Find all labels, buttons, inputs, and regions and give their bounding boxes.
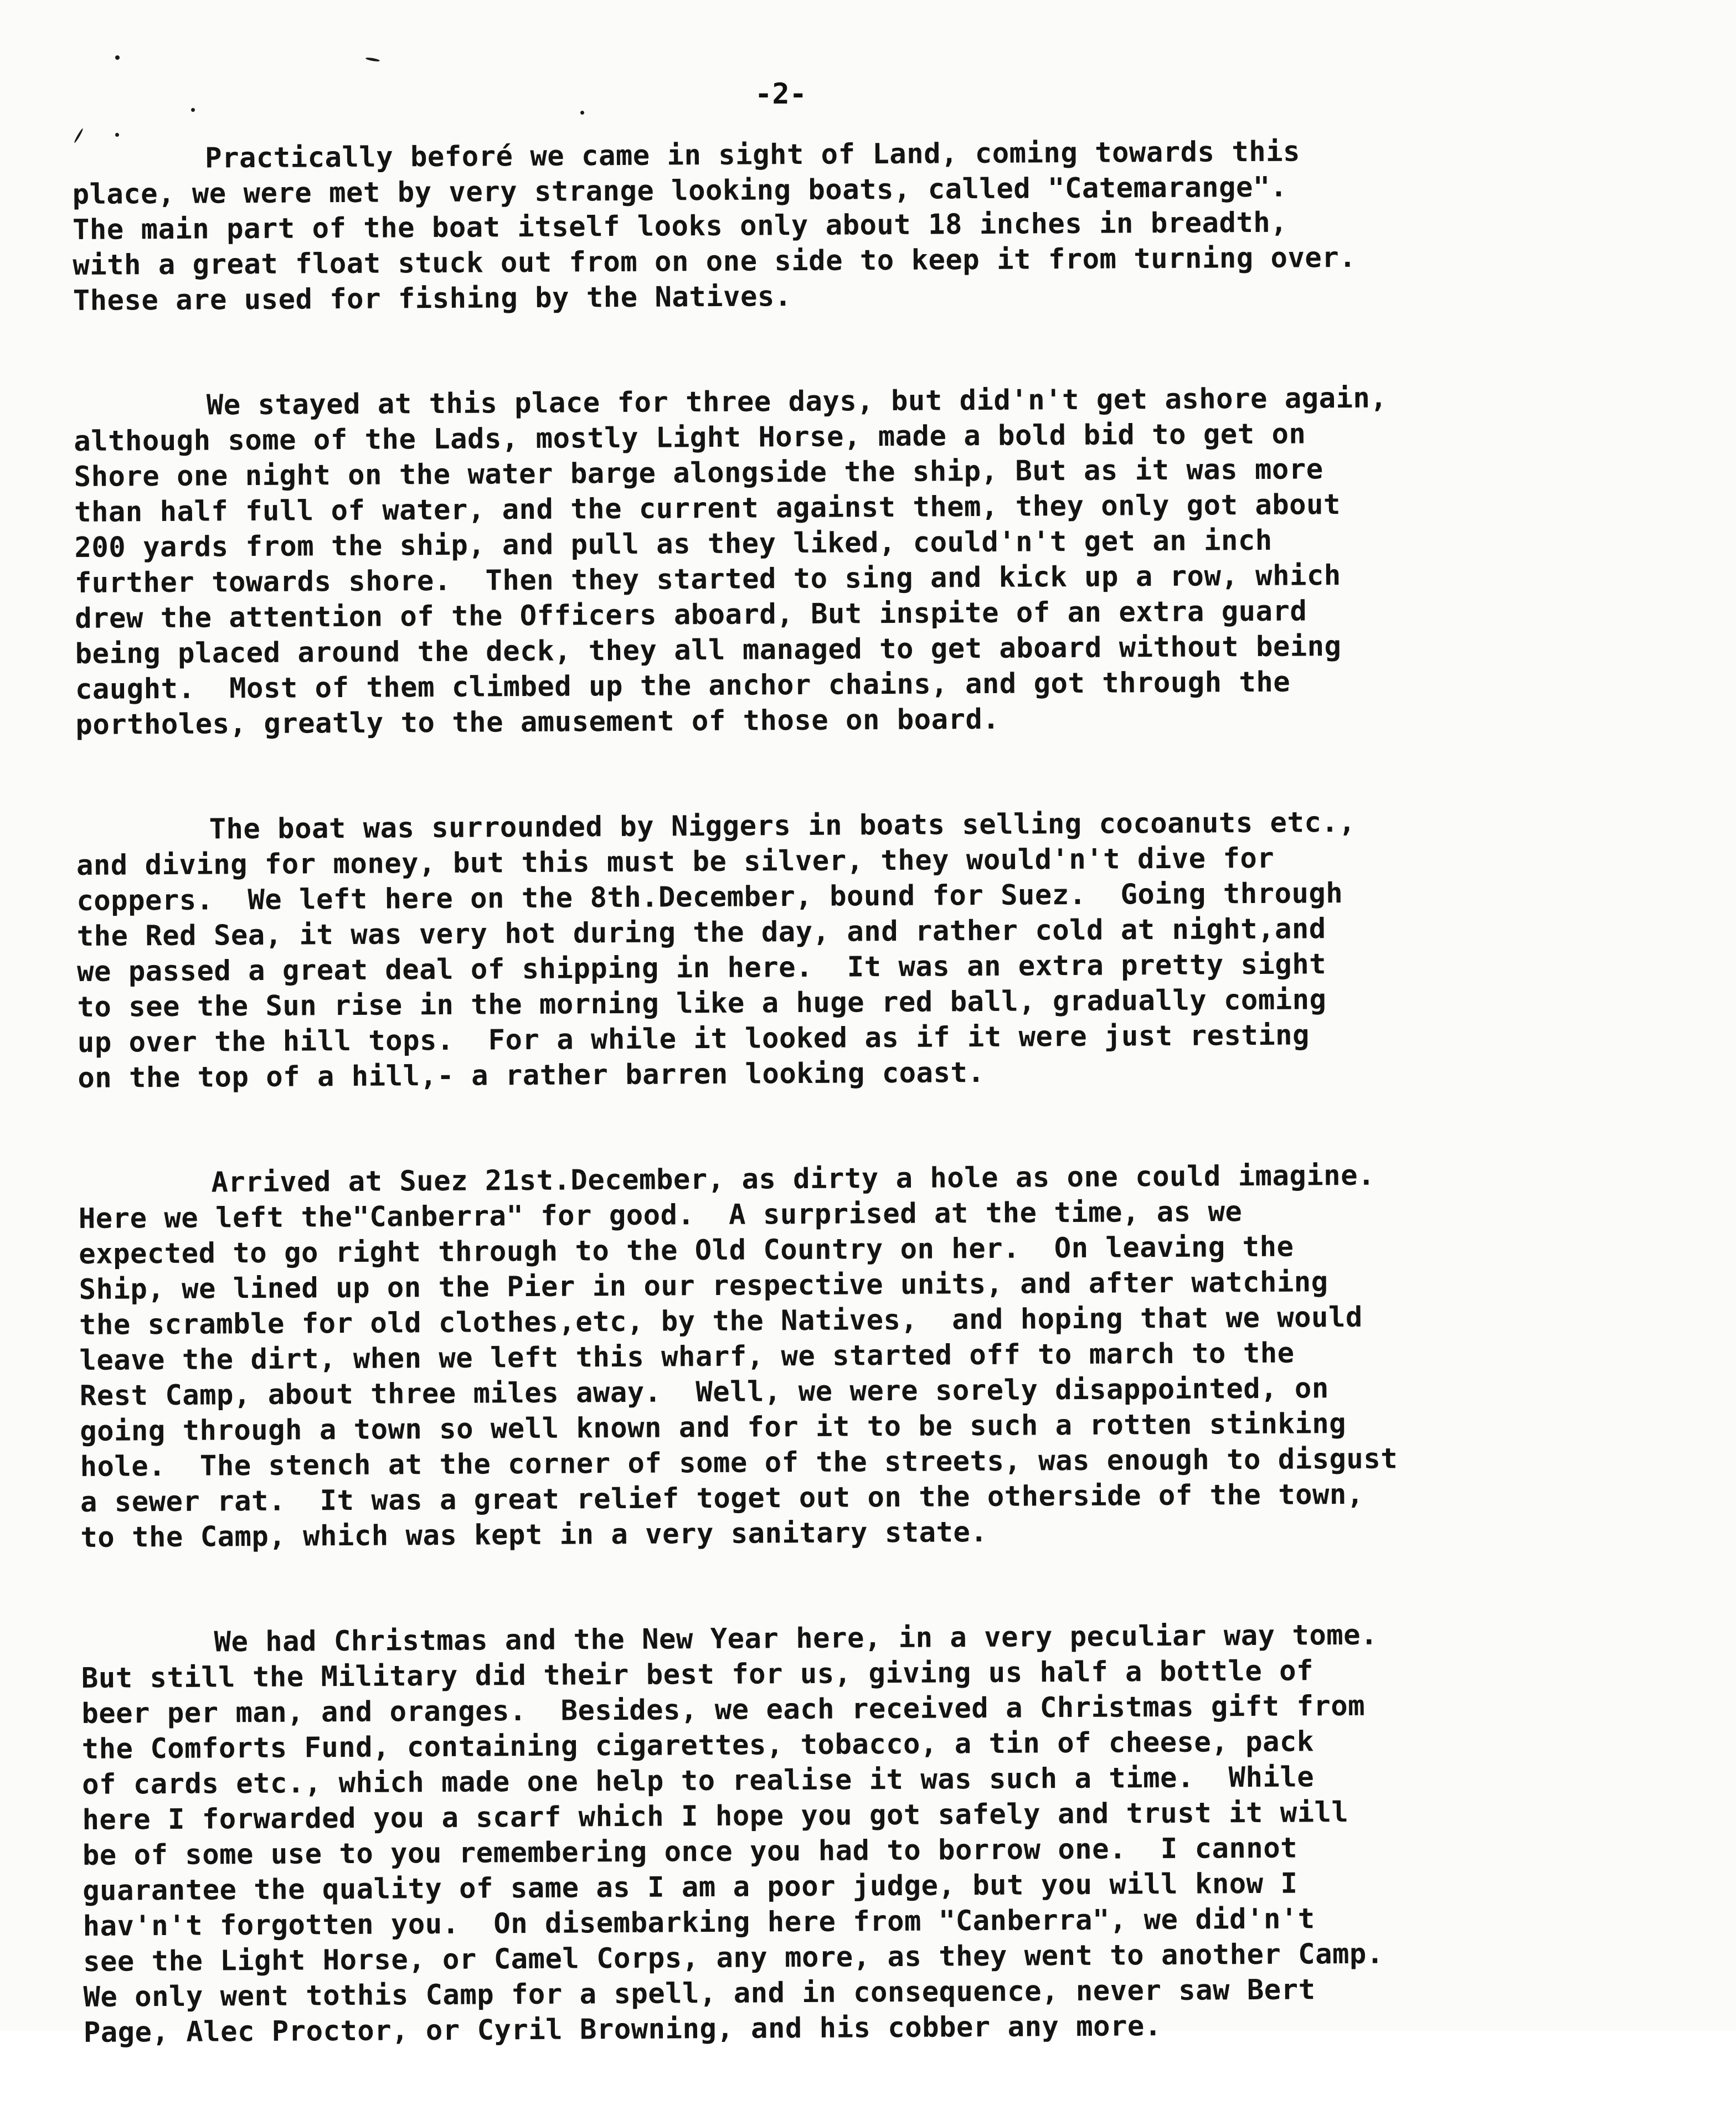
- text-line: a sewer rat. It was a great relief toget out on the otherside of the town,: [80, 1477, 1364, 1518]
- text-line: the Comforts Fund, containing cigarettes, tobacco, a tin of cheese, pack: [81, 1725, 1314, 1765]
- paragraph-catamarans: [72, 131, 1668, 318]
- ink-speck: [365, 57, 380, 62]
- text-line: on the top of a hill,- a rather barren looking coast.: [78, 1055, 985, 1094]
- text-line: going through a town so well known and for it to be such a rotten stinking: [80, 1406, 1347, 1447]
- text-line: Practically beforé we came in sight of Land, coming towards this: [205, 135, 1301, 174]
- text-line: We only went tothis Camp for a spell, and in consequence, never saw Bert: [83, 1973, 1316, 2013]
- text-line: place, we were met by very strange looking boats, called "Catemarange".: [72, 170, 1287, 210]
- text-line: portholes, greatly to the amusement of those on board.: [75, 702, 1000, 741]
- text-line: drew the attention of the Officers aboard, But inspite of an extra guard: [75, 594, 1307, 635]
- text-line: to the Camp, which was kept in a very sanitary state.: [80, 1515, 988, 1554]
- text-line: Here we left the"Canberra" for good. A surprised at the time, as we: [78, 1195, 1243, 1235]
- text-line: guarantee the quality of same as I am a poor judge, but you will know I: [83, 1866, 1298, 1907]
- text-line: of cards etc., which made one help to realise it was such a time. While: [81, 1760, 1315, 1801]
- paragraph-christmas: [81, 1615, 1678, 2050]
- text-line: These are used for fishing by the Natives.: [73, 280, 792, 317]
- text-line: with a great float stuck out from on one side to keep it from turning over.: [73, 240, 1357, 281]
- text-line: be of some use to you remembering once you had to borrow one. I cannot: [82, 1831, 1298, 1871]
- text-line: We had Christmas and the New Year here, in a very peculiar way tome.: [214, 1618, 1378, 1658]
- text-line: further towards shore. Then they started to sing and kick up a row, which: [74, 559, 1341, 599]
- text-line: beer per man, and oranges. Besides, we each received a Christmas gift from: [81, 1689, 1366, 1730]
- text-line: here I forwarded you a scarf which I hope you got safely and trust it will: [82, 1795, 1349, 1836]
- text-line: expected to go right through to the Old Country on her. On leaving the: [79, 1230, 1294, 1270]
- text-line: although some of the Lads, mostly Light Horse, made a bold bid to get on: [74, 417, 1306, 457]
- text-line: leave the dirt, when we left this wharf, we started off to march to the: [79, 1336, 1295, 1376]
- text-line: the scramble for old clothes,etc, by the Natives, and hoping that we would: [79, 1300, 1363, 1341]
- text-line: and diving for money, but this must be silver, they would'n't dive for: [76, 841, 1275, 881]
- text-line: The boat was surrounded by Niggers in boats selling cocoanuts etc.,: [209, 805, 1356, 845]
- paragraph-water-barge: [74, 378, 1671, 742]
- text-line: caught. Most of them climbed up the anchor chains, and got through the: [75, 665, 1291, 705]
- text-line: Arrived at Suez 21st.December, as dirty a hole as one could imagine.: [211, 1158, 1376, 1199]
- text-line: than half full of water, and the current against them, they only got about: [74, 488, 1341, 528]
- text-line: The main part of the boat itself looks only about 18 inches in breadth,: [72, 205, 1288, 246]
- text-line: to see the Sun rise in the morning like a huge red ball, gradually coming: [77, 983, 1327, 1023]
- text-line: Shore one night on the water barge alongside the ship, But as it was more: [74, 452, 1323, 493]
- ink-speck: [115, 133, 119, 137]
- text-line: being placed around the deck, they all managed to get aboard without being: [75, 630, 1342, 670]
- ink-speck: [191, 108, 195, 112]
- text-line: see the Light Horse, or Camel Corps, any more, as they went to another Camp.: [83, 1937, 1384, 1978]
- text-line: But still the Military did their best for us, giving us half a bottle of: [81, 1654, 1314, 1694]
- text-line: the Red Sea, it was very hot during the day, and rather cold at night,and: [76, 912, 1326, 952]
- text-line: up over the hill tops. For a while it looked as if it were just resting: [77, 1018, 1310, 1059]
- text-line: Ship, we lined up on the Pier in our respective units, and after watching: [79, 1265, 1328, 1306]
- text-line: coppers. We left here on the 8th.December, bound for Suez. Going through: [76, 876, 1343, 917]
- letter-body: [72, 131, 1679, 2120]
- ink-speck: [115, 55, 120, 60]
- text-line: We stayed at this place for three days, but did'n't get ashore again,: [206, 381, 1388, 421]
- text-line: hole. The stench at the corner of some of the streets, was enough to disgust: [80, 1442, 1398, 1483]
- text-line: hav'n't forgotten you. On disembarking here from "Canberra", we did'n't: [83, 1902, 1315, 1942]
- text-line: 200 yards from the ship, and pull as they liked, could'n't get an inch: [74, 523, 1273, 564]
- page-number: -2-: [755, 78, 807, 111]
- paragraph-suez: [78, 1156, 1675, 1555]
- text-line: Rest Camp, about three miles away. Well, we were sorely disappointed, on: [79, 1371, 1329, 1412]
- text-line: we passed a great deal of shipping in here. It was an extra pretty sight: [76, 947, 1327, 988]
- paragraph-red-sea: [76, 802, 1672, 1096]
- ink-speck: [580, 111, 584, 115]
- text-line: Page, Alec Proctor, or Cyril Browning, and his cobber any more.: [83, 2009, 1162, 2049]
